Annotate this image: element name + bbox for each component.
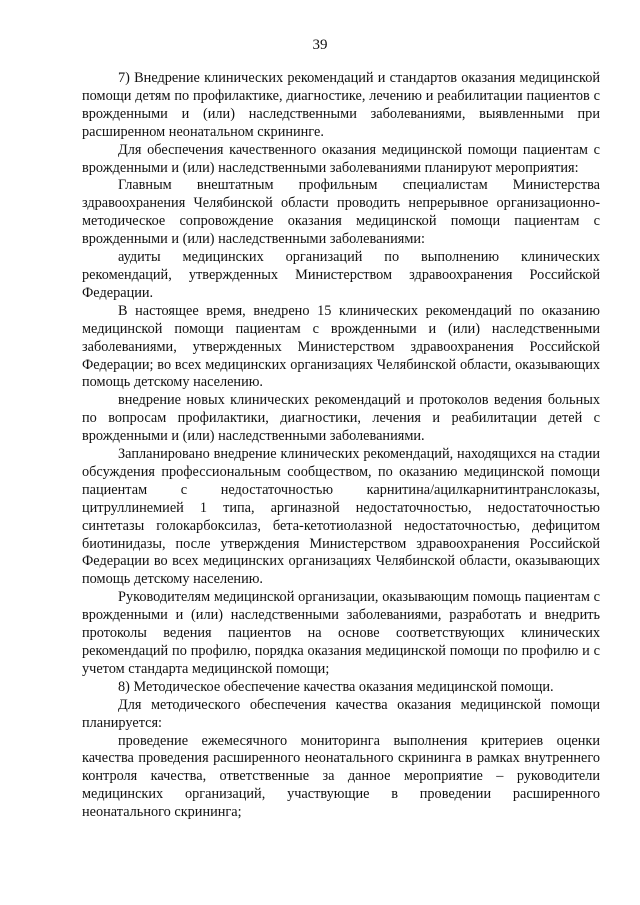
paragraph-current-status: В настоящее время, внедрено 15 клинических рекомендаций по оказанию медицинской помощи пациентам с врожденными и (или) наследственными заболеваниями, утвержденных Министерством здравоохранения Российской Федерации; во всех медицинских организациях Челябинской области, оказывающих помощь детскому населению.: [82, 302, 600, 391]
paragraph-new-recommendations: внедрение новых клинических рекомендаций и протоколов ведения больных по вопросам профилактики, диагностики, лечения и реабилитации детей с врожденными и (или) наследственными заболеваниями.: [82, 392, 600, 445]
paragraph-measures-intro: Для обеспечения качественного оказания медицинской помощи пациентам с врожденными и (или) наследственными заболеваниями планируют мероприятия:: [82, 141, 600, 176]
paragraph-planned-recommendations: Запланировано внедрение клинических рекомендаций, находящихся на стадии обсуждения профессиональным сообществом, по оказанию медицинской помощи пациентам с недостаточностью карнитина/ацилкарнитинтранслоказы, цитруллинемией 1 типа, аргиназной недостаточностью, недостаточностью синтетазы голокарбоксилаз, бета-кетотиолазной недостаточностью, дефицитом биотинидазы, после утверждения Министерством здравоохранения Российской Федерации во всех медицинских организациях Челябинской области, оказывающих помощь детскому населению.: [82, 446, 600, 588]
page-number: 39: [312, 37, 328, 53]
paragraph-heads-of-organizations: Руководителям медицинской организации, оказывающим помощь пациентам с врожденными и (или) наследственными заболеваниями, разработать и внедрить протоколы ведения пациентов на основе соответствующих клинических рекомендаций по профилю, порядка оказания медицинской помощи по профилю и с учетом стандарта медицинской помощи;: [82, 589, 600, 677]
paragraph-audits: аудиты медицинских организаций по выполнению клинических рекомендаций, утвержденных Министерством здравоохранения Российской Федерации.: [82, 249, 600, 301]
paragraph-chief-specialists: Главным внештатным профильным специалистам Министерства здравоохранения Челябинской области проводить непрерывное организационно-методическое сопровождение оказания медицинской помощи пациентам с врожденными и (или) наследственными заболеваниями:: [82, 177, 600, 248]
paragraph-section-8-heading: 8) Методическое обеспечение качества оказания медицинской помощи.: [118, 678, 554, 695]
paragraph-methodical-intro: Для методического обеспечения качества оказания медицинской помощи планируется:: [82, 696, 600, 731]
paragraph-monthly-monitoring: проведение ежемесячного мониторинга выполнения критериев оценки качества проведения расширенного неонатального скрининга в рамках внутреннего контроля качества, ответственные за данное мероприятие – руководители медицинских организаций, участвующие в проведении расширенного неонатального скрининга;: [82, 732, 600, 821]
document-body: [82, 70, 600, 822]
paragraph-section-7-heading: 7) Внедрение клинических рекомендаций и стандартов оказания медицинской помощи детям по профилактике, диагностике, лечению и реабилитации пациентов с врожденными и (или) наследственными заболеваниями, выявленными при расширенном неонатальном скрининге.: [82, 70, 600, 140]
